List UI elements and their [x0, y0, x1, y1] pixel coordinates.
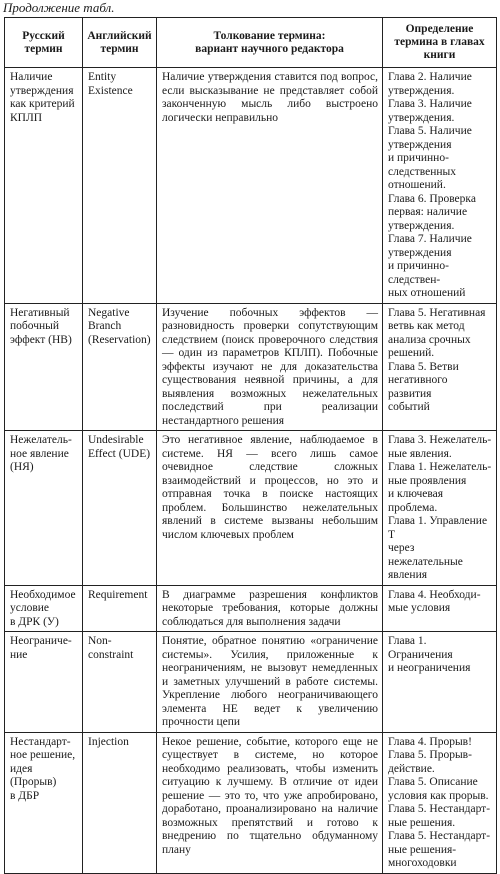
- cell-russian-term: Необходимое условие в ДРК (У): [5, 585, 83, 632]
- cell-chapters: Глава 1. Ограничения и неограничения: [383, 632, 497, 733]
- cell-interpretation: Понятие, обратное понятию «ограничение системы». Усилия, приложенные к неограничениям, не вызовут немедленных и заметных улучшений в работе системы. Укрепление любого неограничивающего элемента НЕ ведет к увеличению прочности цепи: [157, 632, 383, 733]
- cell-chapters: Глава 2. Наличие утверждения. Глава 3. Наличие утверждения. Глава 5. Наличие утверждения и причинно- следственных отношений. Глава 6. Проверка первая: наличие утверждения. Глава 7. Наличие утверждения и причинно-следствен- ных отношений: [383, 68, 497, 304]
- terms-table: [4, 17, 497, 874]
- cell-interpretation: Изучение побочных эффектов — разновидность проверки сопутствующим следствием (поиск проверочного следствия — один из параметров КПЛП). Побочные эффекты изучают не для доказательства существования неявной причины, а для выявления возможных нежелательных последствий при реализации нестандартного решения: [157, 303, 383, 431]
- cell-chapters: Глава 5. Негативная ветвь как метод анализа срочных решений. Глава 5. Ветви негативного развития событий: [383, 303, 497, 431]
- cell-russian-term: Нестандарт- ное решение, идея (Прорыв) в ДБР: [5, 732, 83, 873]
- table-header-row: [5, 18, 497, 68]
- table-row: [5, 68, 497, 304]
- header-english-term: Английский термин: [83, 18, 157, 68]
- table-row: [5, 732, 497, 873]
- table-caption: Продолжение табл.: [3, 0, 115, 15]
- table-row: [5, 431, 497, 586]
- table-row: [5, 303, 497, 431]
- cell-english-term: Negative Branch (Reservation): [83, 303, 157, 431]
- cell-russian-term: Нежелатель- ное явление (НЯ): [5, 431, 83, 586]
- cell-interpretation: Это негативное явление, наблюдаемое в системе. НЯ — всего лишь самое очевидное следствие сложных взаимодействий и процессов, но это и отправная точка в поиске настоящих проблем. Большинство нежелательных явлений в системе вызваны небольшим числом ключевых проблем: [157, 431, 383, 586]
- cell-interpretation: Наличие утверждения ставится под вопрос, если высказывание не представляет собой законченную мысль либо выстроено логически неправильно: [157, 68, 383, 304]
- cell-english-term: Requirement: [83, 585, 157, 632]
- cell-english-term: Undesirable Effect (UDE): [83, 431, 157, 586]
- header-russian-term: Русский термин: [5, 18, 83, 68]
- cell-interpretation: В диаграмме разрешения конфликтов некоторые требования, которые должны соблюдаться для выполнения задачи: [157, 585, 383, 632]
- cell-interpretation: Некое решение, событие, которого еще не существует в системе, но которое необходимо реализовать, чтобы изменить ситуацию к лучшему. В отличие от идеи решение — это то, что уже апробировано, доработано, проанализировано на наличие возможных препятствий и готово к внедрению по тщательно обдуманному плану: [157, 732, 383, 873]
- header-interpretation: Толкование термина: вариант научного редактора: [157, 18, 383, 68]
- cell-russian-term: Негативный побочный эффект (НВ): [5, 303, 83, 431]
- cell-russian-term: Неограниче- ние: [5, 632, 83, 733]
- cell-english-term: Injection: [83, 732, 157, 873]
- cell-russian-term: Наличие утверждения как критерий КПЛП: [5, 68, 83, 304]
- cell-english-term: Non- constraint: [83, 632, 157, 733]
- cell-english-term: Entity Existence: [83, 68, 157, 304]
- cell-chapters: Глава 4. Необходи- мые условия: [383, 585, 497, 632]
- cell-chapters: Глава 3. Нежелатель- ные явления. Глава 1. Нежелатель- ные проявления и ключевая проблема. Глава 1. Управление Т через нежелательные явления: [383, 431, 497, 586]
- cell-chapters: Глава 4. Прорыв! Глава 5. Прорыв- действие. Глава 5. Описание условия как прорыв. Глава 5. Нестандарт- ные решения. Глава 5. Нестандарт- ные решения- многоходовки: [383, 732, 497, 873]
- header-chapters: Определение термина в главах книги: [383, 18, 497, 68]
- table-row: [5, 632, 497, 733]
- table-row: [5, 585, 497, 632]
